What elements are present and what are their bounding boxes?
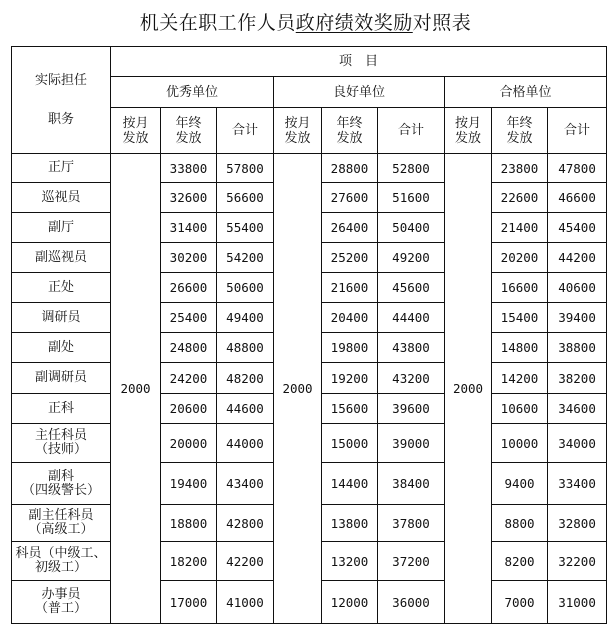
position-cell: 副调研员 xyxy=(12,363,111,394)
yearend-cell: 25200 xyxy=(322,243,378,273)
total-cell: 49200 xyxy=(378,243,445,273)
yearend-cell: 8200 xyxy=(492,542,548,581)
yearend-cell: 9400 xyxy=(492,463,548,505)
yearend-cell: 27600 xyxy=(322,183,378,213)
yearend-cell: 24800 xyxy=(161,333,217,363)
title-part: 对照表 xyxy=(412,12,472,34)
yearend-cell: 20400 xyxy=(322,303,378,333)
total-cell: 42800 xyxy=(217,505,274,542)
yearend-cell: 15400 xyxy=(492,303,548,333)
yearend-cell: 24200 xyxy=(161,363,217,394)
title-underlined-part: 政府绩效奖励 xyxy=(295,12,413,34)
yearend-cell: 19200 xyxy=(322,363,378,394)
total-cell: 37200 xyxy=(378,542,445,581)
position-cell: 副处 xyxy=(12,333,111,363)
yearend-cell: 16600 xyxy=(492,273,548,303)
total-cell: 48200 xyxy=(217,363,274,394)
total-cell: 46600 xyxy=(548,183,607,213)
yearend-cell: 15600 xyxy=(322,394,378,424)
yearend-cell: 14800 xyxy=(492,333,548,363)
subheader-total: 合计 xyxy=(217,108,274,154)
subheader-yearend: 年终 发放 xyxy=(322,108,378,154)
position-cell: 副科 （四级警长） xyxy=(12,463,111,505)
total-cell: 38800 xyxy=(548,333,607,363)
total-cell: 54200 xyxy=(217,243,274,273)
total-cell: 43400 xyxy=(217,463,274,505)
yearend-cell: 14200 xyxy=(492,363,548,394)
yearend-cell: 25400 xyxy=(161,303,217,333)
total-cell: 32800 xyxy=(548,505,607,542)
yearend-cell: 7000 xyxy=(492,581,548,624)
total-cell: 39600 xyxy=(378,394,445,424)
yearend-cell: 15000 xyxy=(322,424,378,463)
position-cell: 正科 xyxy=(12,394,111,424)
position-cell: 办事员 （普工） xyxy=(12,581,111,624)
subheader-yearend: 年终 发放 xyxy=(161,108,217,154)
position-header-line1: 实际担任 xyxy=(34,73,87,88)
yearend-cell: 13200 xyxy=(322,542,378,581)
yearend-cell: 10600 xyxy=(492,394,548,424)
yearend-cell: 12000 xyxy=(322,581,378,624)
position-header xyxy=(12,47,111,154)
yearend-cell: 21400 xyxy=(492,213,548,243)
total-cell: 52800 xyxy=(378,154,445,183)
total-cell: 44000 xyxy=(217,424,274,463)
total-cell: 34000 xyxy=(548,424,607,463)
yearend-cell: 20000 xyxy=(161,424,217,463)
group-good: 良好单位 xyxy=(274,77,445,108)
total-cell: 39000 xyxy=(378,424,445,463)
position-cell: 科员（中级工、 初级工） xyxy=(12,542,111,581)
total-cell: 39400 xyxy=(548,303,607,333)
yearend-cell: 17000 xyxy=(161,581,217,624)
subheader-yearend: 年终 发放 xyxy=(492,108,548,154)
yearend-cell: 18800 xyxy=(161,505,217,542)
yearend-cell: 28800 xyxy=(322,154,378,183)
total-cell: 32200 xyxy=(548,542,607,581)
total-cell: 43800 xyxy=(378,333,445,363)
document-title xyxy=(0,8,611,35)
total-cell: 45400 xyxy=(548,213,607,243)
subheader-monthly: 按月 发放 xyxy=(274,108,322,154)
total-cell: 50600 xyxy=(217,273,274,303)
position-cell: 正厅 xyxy=(12,154,111,183)
yearend-cell: 26400 xyxy=(322,213,378,243)
yearend-cell: 33800 xyxy=(161,154,217,183)
yearend-cell: 21600 xyxy=(322,273,378,303)
group-qualified: 合格单位 xyxy=(445,77,607,108)
position-cell: 副主任科员 （高级工） xyxy=(12,505,111,542)
table-row xyxy=(12,154,607,183)
total-cell: 55400 xyxy=(217,213,274,243)
total-cell: 38400 xyxy=(378,463,445,505)
yearend-cell: 20600 xyxy=(161,394,217,424)
yearend-cell: 30200 xyxy=(161,243,217,273)
position-cell: 调研员 xyxy=(12,303,111,333)
position-header-line2: 职务 xyxy=(47,112,74,127)
yearend-cell: 23800 xyxy=(492,154,548,183)
yearend-cell: 20200 xyxy=(492,243,548,273)
position-cell: 正处 xyxy=(12,273,111,303)
subheader-total: 合计 xyxy=(378,108,445,154)
yearend-cell: 13800 xyxy=(322,505,378,542)
position-cell: 主任科员 （技师） xyxy=(12,424,111,463)
yearend-cell: 26600 xyxy=(161,273,217,303)
total-cell: 50400 xyxy=(378,213,445,243)
total-cell: 44400 xyxy=(378,303,445,333)
total-cell: 57800 xyxy=(217,154,274,183)
yearend-cell: 18200 xyxy=(161,542,217,581)
position-cell: 巡视员 xyxy=(12,183,111,213)
yearend-cell: 14400 xyxy=(322,463,378,505)
total-cell: 40600 xyxy=(548,273,607,303)
total-cell: 45600 xyxy=(378,273,445,303)
yearend-cell: 8800 xyxy=(492,505,548,542)
total-cell: 33400 xyxy=(548,463,607,505)
position-cell: 副巡视员 xyxy=(12,243,111,273)
monthly-cell: 2000 xyxy=(111,154,161,624)
total-cell: 49400 xyxy=(217,303,274,333)
yearend-cell: 19800 xyxy=(322,333,378,363)
total-cell: 42200 xyxy=(217,542,274,581)
total-cell: 44200 xyxy=(548,243,607,273)
yearend-cell: 10000 xyxy=(492,424,548,463)
total-cell: 48800 xyxy=(217,333,274,363)
total-cell: 36000 xyxy=(378,581,445,624)
subheader-monthly: 按月 发放 xyxy=(111,108,161,154)
total-cell: 56600 xyxy=(217,183,274,213)
total-cell: 47800 xyxy=(548,154,607,183)
title-part: 机关在职工作人员 xyxy=(139,12,296,34)
total-cell: 43200 xyxy=(378,363,445,394)
yearend-cell: 22600 xyxy=(492,183,548,213)
total-cell: 37800 xyxy=(378,505,445,542)
total-cell: 34600 xyxy=(548,394,607,424)
total-cell: 31000 xyxy=(548,581,607,624)
yearend-cell: 19400 xyxy=(161,463,217,505)
position-cell: 副厅 xyxy=(12,213,111,243)
total-cell: 38200 xyxy=(548,363,607,394)
yearend-cell: 31400 xyxy=(161,213,217,243)
monthly-cell: 2000 xyxy=(445,154,492,624)
total-cell: 41000 xyxy=(217,581,274,624)
subheader-monthly: 按月 发放 xyxy=(445,108,492,154)
group-excellent: 优秀单位 xyxy=(111,77,274,108)
total-cell: 44600 xyxy=(217,394,274,424)
subheader-total: 合计 xyxy=(548,108,607,154)
yearend-cell: 32600 xyxy=(161,183,217,213)
reward-table xyxy=(11,46,607,624)
items-header: 项 目 xyxy=(111,47,607,77)
total-cell: 51600 xyxy=(378,183,445,213)
monthly-cell: 2000 xyxy=(274,154,322,624)
